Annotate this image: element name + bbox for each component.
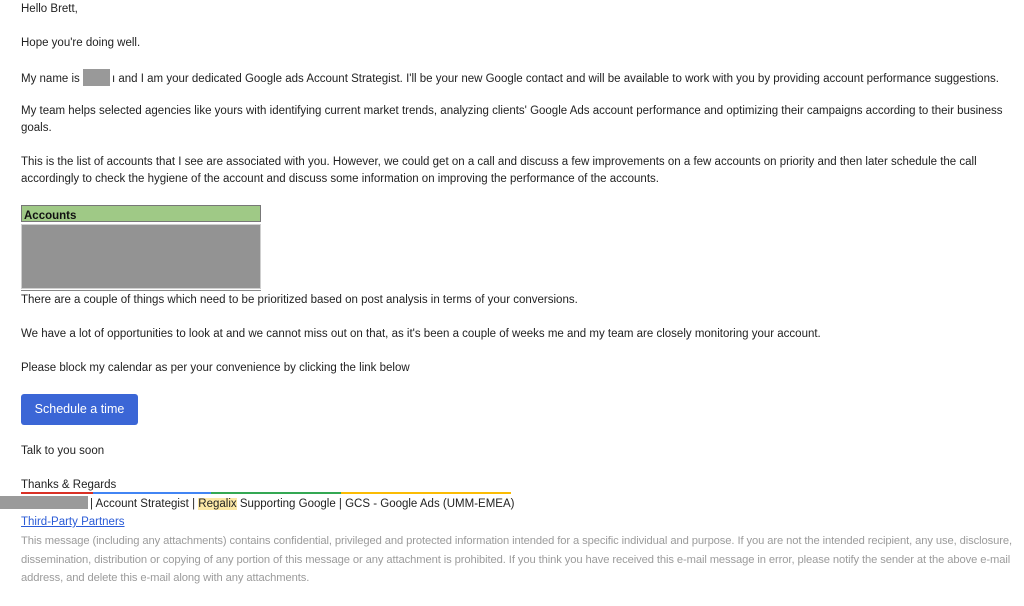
- signature-row: [0, 496, 514, 512]
- signature-underline-red: [21, 492, 93, 494]
- signature-role: | Account Strategist |: [90, 498, 196, 510]
- signature-underline-blue: [93, 492, 211, 494]
- priority-line: There are a couple of things which need to be prioritized based on post analysis in terms of your conversions.: [21, 294, 578, 306]
- third-party-partners-link[interactable]: Third-Party Partners: [21, 516, 125, 528]
- signature-underline-green: [211, 492, 341, 494]
- table-bottom-rule: [21, 290, 261, 291]
- hope-line: Hope you're doing well.: [21, 37, 141, 49]
- regards-line: Thanks & Regards: [21, 479, 117, 491]
- talk-soon-line: Talk to you soon: [21, 445, 105, 457]
- redacted-signature-name: [0, 496, 88, 509]
- intro-paragraph: [21, 69, 999, 88]
- redacted-sender-name: [83, 69, 110, 86]
- redacted-accounts-list: [21, 224, 261, 289]
- intro-suffix: ı and I am your dedicated Google ads Account Strategist. I'll be your new Google contact and will be available to work with you by providing account performance suggestions.: [112, 73, 999, 85]
- signature-company-rest: Supporting Google | GCS - Google Ads (UMM-EMEA): [239, 498, 515, 510]
- accounts-table-header: Accounts: [21, 205, 261, 222]
- signature-underline-yellow: [341, 492, 511, 494]
- greeting: Hello Brett,: [21, 3, 78, 15]
- intro-prefix: My name is: [21, 73, 80, 85]
- team-paragraph: My team helps selected agencies like yours with identifying current market trends, analyzing clients' Google Ads account performance and optimizing their campaigns according to their business goals.: [21, 105, 1003, 134]
- accounts-table: [21, 205, 261, 291]
- calendar-line: Please block my calendar as per your convenience by clicking the link below: [21, 362, 410, 374]
- schedule-a-time-button[interactable]: Schedule a time: [21, 394, 138, 425]
- confidentiality-disclaimer: This message (including any attachments) contains confidential, privileged and protected information intended for a specific individual and purpose. If you are not the intended recipient, any use, disclosure, dissemination, distribution or copying of any portion of this message or any attachment is prohibited. If you think you have received this e-mail message in error, please notify the sender at the above e-mail address, and delete this e-mail along with any attachments.: [21, 535, 1013, 584]
- opportunities-line: We have a lot of opportunities to look at and we cannot miss out on that, as it's been a couple of weeks me and my team are closely monitoring your account.: [21, 328, 821, 340]
- signature-company-highlight: Regalix: [198, 498, 237, 510]
- accounts-paragraph: This is the list of accounts that I see are associated with you. However, we could get on a call and discuss a few improvements on a few accounts on priority and then later schedule the call accordingly to check the hygiene of the account and discuss some information on improving the performance of the accounts.: [21, 156, 977, 185]
